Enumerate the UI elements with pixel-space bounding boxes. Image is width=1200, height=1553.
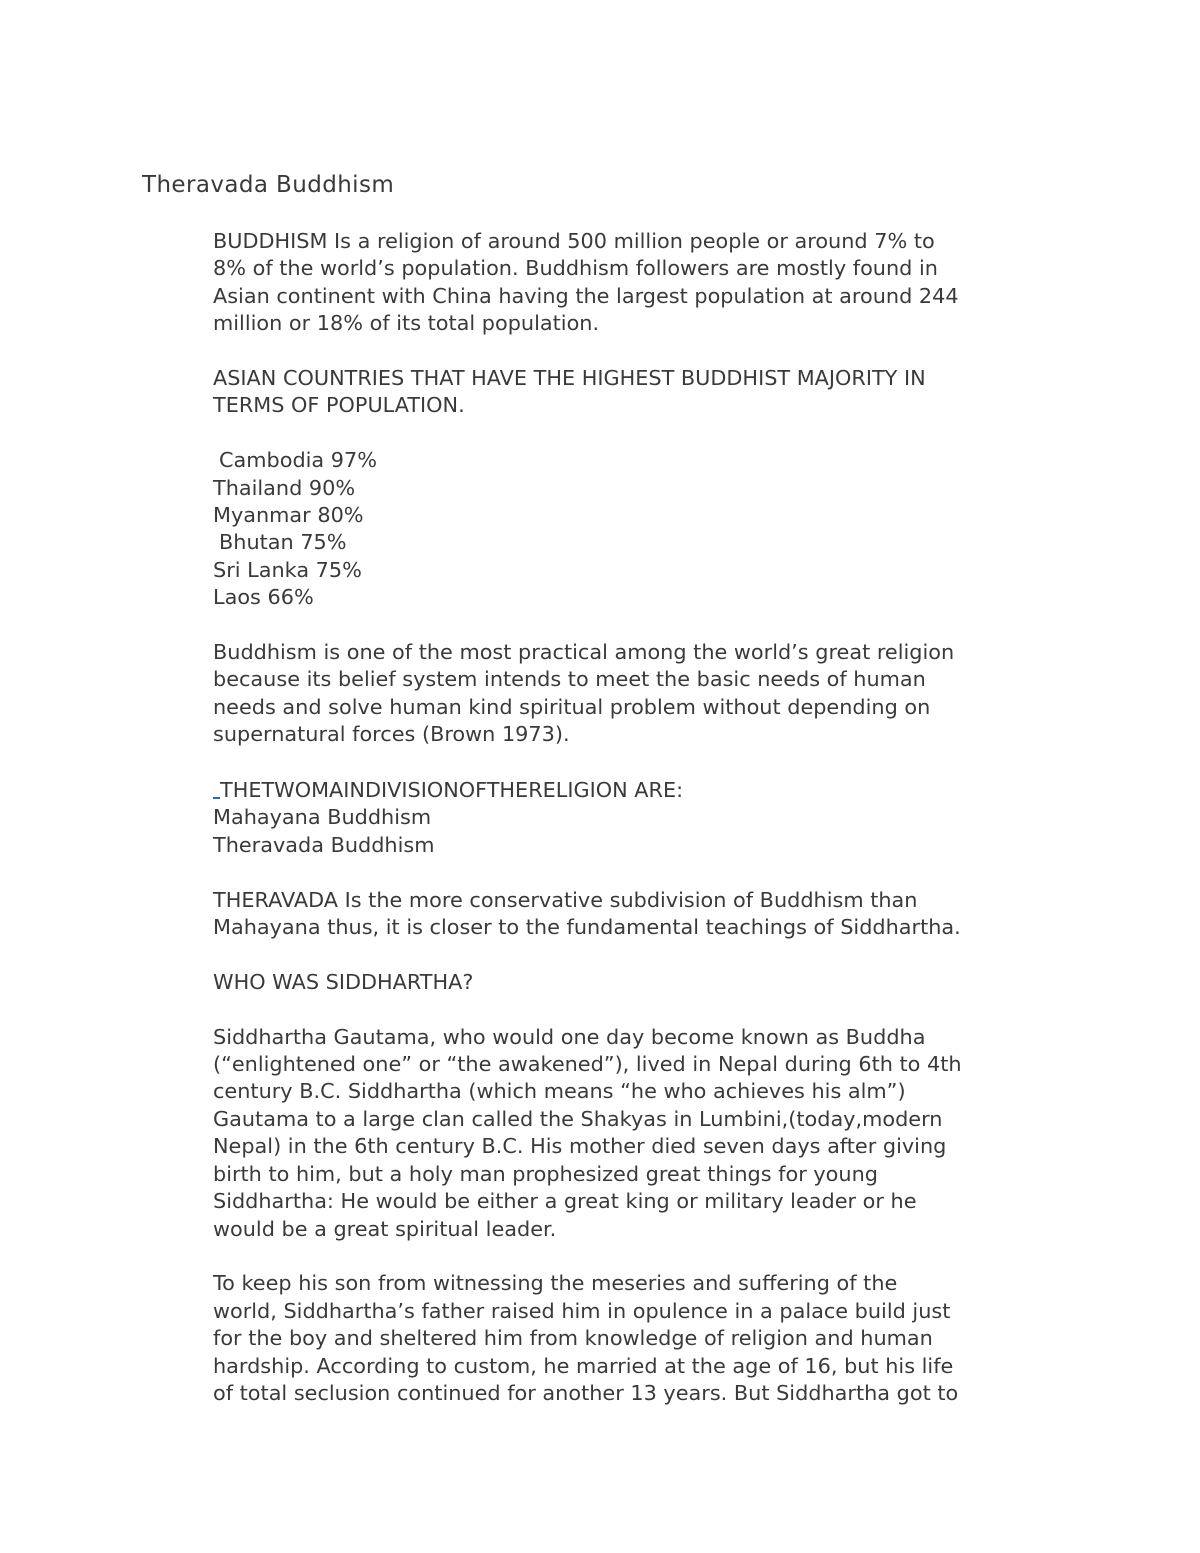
country-item: Cambodia 97%	[219, 448, 378, 473]
text-line: supernatural forces (Brown 1973).	[213, 722, 570, 747]
text-line: needs and solve human kind spiritual problem without depending on	[213, 694, 931, 719]
text-line: Siddhartha: He would be either a great king or military leader or he	[213, 1189, 917, 1214]
heading-line: TERMS OF POPULATION.	[213, 393, 465, 418]
division-item: Mahayana Buddhism	[213, 805, 432, 830]
text-line: would be a great spiritual leader.	[213, 1216, 557, 1241]
text-line: BUDDHISM Is a religion of around 500 million people or around 7% to	[213, 229, 935, 253]
text-line: for the boy and sheltered him from knowledge of religion and human	[213, 1326, 933, 1351]
text-line: To keep his son from witnessing the meseries and suffering of the	[213, 1271, 898, 1296]
text-line: (“enlightened one” or “the awakened”), lived in Nepal during 6th to 4th	[213, 1052, 962, 1077]
who-heading	[213, 969, 1093, 996]
division-item: Theravada Buddhism	[213, 832, 435, 857]
document-body	[213, 228, 1093, 1435]
country-item: Sri Lanka 75%	[213, 557, 362, 582]
text-line: century B.C. Siddhartha (which means “he who achieves his alm”)	[213, 1079, 906, 1104]
text-line: of total seclusion continued for another 13 years. But Siddhartha got to	[213, 1380, 959, 1405]
hyperlink-marker[interactable]	[213, 776, 220, 799]
text-line: because its belief system intends to meet the basic needs of human	[213, 667, 926, 692]
intro-paragraph	[213, 228, 1093, 338]
text-line: 8% of the world’s population. Buddhism followers are mostly found in	[213, 256, 938, 281]
text-line: birth to him, but a holy man prophesized great things for young	[213, 1161, 878, 1186]
divisions-heading-text: THETWOMAINDIVISIONOFTHERELIGION ARE:	[220, 778, 684, 803]
text-line: Gautama to a large clan called the Shakyas in Lumbini,(today,modern	[213, 1106, 943, 1131]
text-line: Asian continent with China having the largest population at around 244	[213, 283, 959, 308]
text-line: Nepal) in the 6th century B.C. His mother died seven days after giving	[213, 1134, 947, 1159]
country-item: Myanmar 80%	[213, 503, 364, 528]
countries-list	[213, 447, 1093, 611]
heading-line: ASIAN COUNTRIES THAT HAVE THE HIGHEST BUDDHIST MAJORITY IN	[213, 366, 926, 391]
practical-paragraph	[213, 639, 1093, 749]
country-item: Laos 66%	[213, 585, 314, 610]
text-line: hardship. According to custom, he married at the age of 16, but his life	[213, 1353, 954, 1378]
theravada-paragraph	[213, 887, 1093, 942]
siddhartha-paragraph	[213, 1024, 1093, 1243]
divisions-heading	[213, 776, 1093, 804]
text-line: Buddhism is one of the most practical among the world’s great religion	[213, 640, 955, 665]
upbringing-paragraph	[213, 1270, 1093, 1407]
text-line: THERAVADA Is the more conservative subdivision of Buddhism than	[213, 887, 918, 912]
text-line: Mahayana thus, it is closer to the fundamental teachings of Siddhartha.	[213, 915, 961, 940]
country-item: Bhutan 75%	[219, 530, 347, 555]
countries-heading	[213, 365, 1093, 420]
divisions-section	[213, 776, 1093, 859]
heading-line: WHO WAS SIDDHARTHA?	[213, 969, 474, 994]
text-line: Siddhartha Gautama, who would one day become known as Buddha	[213, 1024, 926, 1049]
country-item: Thailand 90%	[213, 475, 356, 500]
text-line: million or 18% of its total population.	[213, 311, 600, 336]
text-line: world, Siddhartha’s father raised him in opulence in a palace build just	[213, 1298, 951, 1323]
document-title: Theravada Buddhism	[142, 172, 395, 198]
